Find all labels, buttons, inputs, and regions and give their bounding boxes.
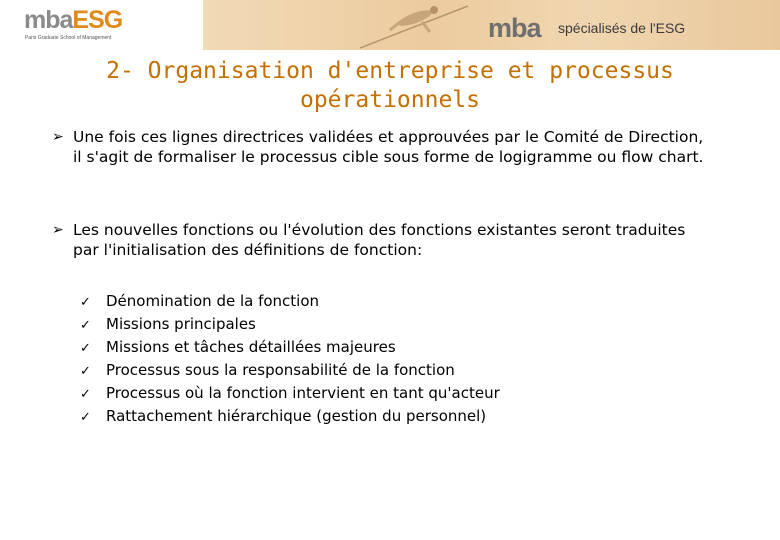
list-item: ✓ Dénomination de la fonction — [80, 290, 500, 313]
bullet-text: Les nouvelles fonctions ou l'évolution des fonctions existantes seront traduites par l'initialisation des définitions de fonction: — [73, 221, 686, 259]
list-item: ✓ Processus sous la responsabilité de la fonction — [80, 359, 500, 382]
list-item: ✓ Processus où la fonction intervient en tant qu'acteur — [80, 382, 500, 405]
brand-mba: mba — [488, 13, 541, 43]
logo-tagline: Paris Graduate School of Management — [25, 35, 112, 41]
list-item: ✓ Missions principales — [80, 313, 500, 336]
function-definition-list — [80, 290, 500, 428]
bullet-text: Une fois ces lignes directrices validées et approuvées par le Comité de Direction, il s'agit de formaliser le processus cible sous forme de logigramme ou flow chart. — [73, 128, 704, 166]
checkmark-icon: ✓ — [80, 318, 91, 333]
pole-vault-athlete-icon — [360, 0, 470, 50]
list-item: ✓ Rattachement hiérarchique (gestion du personnel) — [80, 405, 500, 428]
list-item: ✓ Missions et tâches détaillées majeures — [80, 336, 500, 359]
title-line-2: opérationnels — [299, 87, 480, 113]
bullet-item — [52, 220, 712, 260]
checkmark-icon: ✓ — [80, 341, 91, 356]
page-title — [60, 57, 720, 115]
title-line-1: 2- Organisation d'entreprise et processus — [106, 58, 674, 84]
bullet-item — [52, 127, 712, 167]
arrow-bullet-icon: ➢ — [52, 222, 64, 238]
checkmark-icon: ✓ — [80, 295, 91, 310]
brand-tagline: spécialisés de l'ESG — [558, 20, 686, 36]
arrow-bullet-icon: ➢ — [52, 129, 64, 145]
checkmark-icon: ✓ — [80, 387, 91, 402]
logo-area — [0, 0, 203, 50]
checkmark-icon: ✓ — [80, 410, 91, 425]
mba-esg-logo: mbaESG — [24, 6, 123, 34]
checkmark-icon: ✓ — [80, 364, 91, 379]
